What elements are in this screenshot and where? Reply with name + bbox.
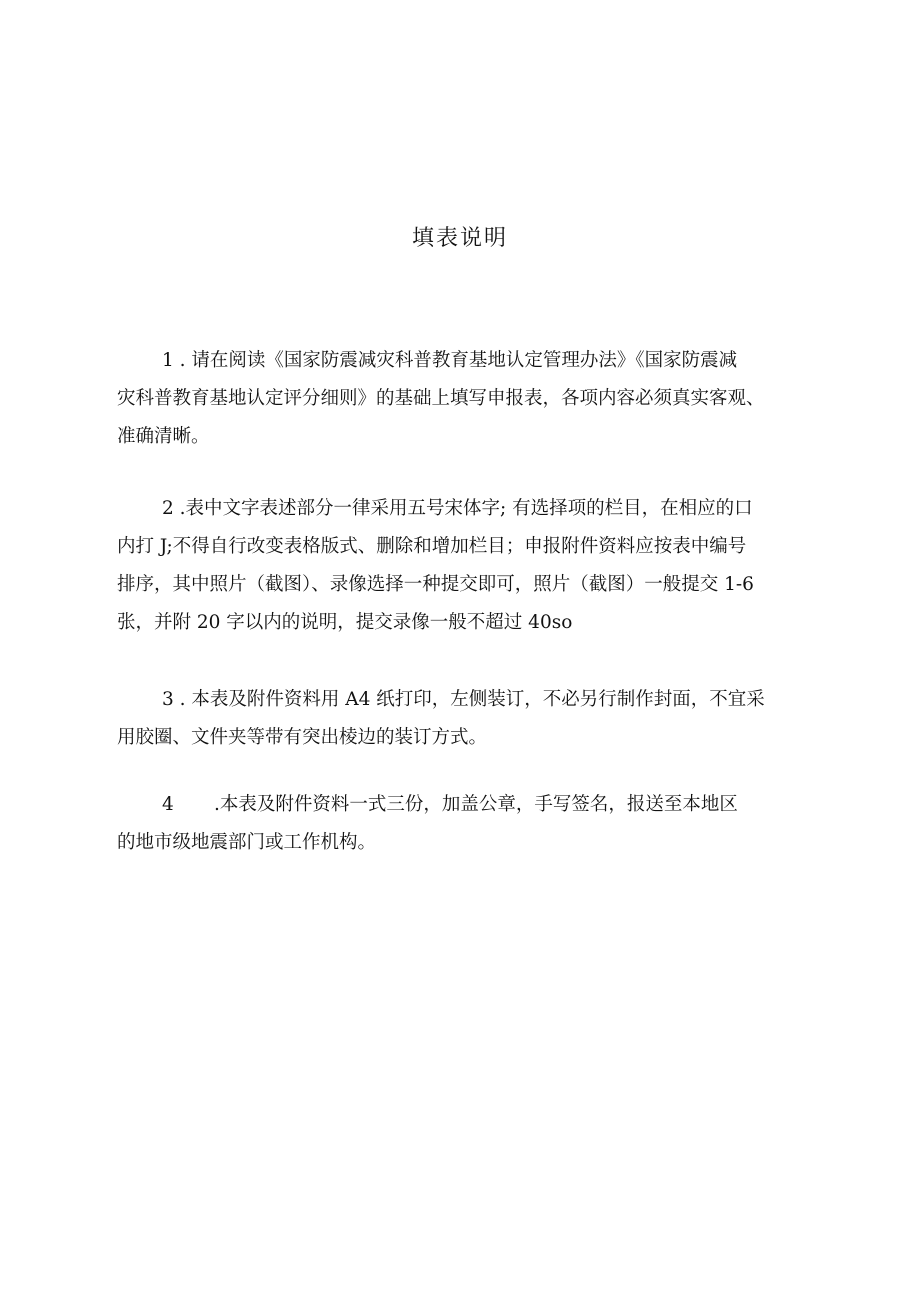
instruction-item-3 xyxy=(117,681,817,757)
instruction-line: 的地市级地震部门或工作机构。 xyxy=(117,832,377,853)
instruction-line: 张，并附 20 字以内的说明，提交录像一般不超过 40so xyxy=(117,612,573,633)
instruction-item-2 xyxy=(117,490,817,642)
instruction-item-1 xyxy=(117,342,817,456)
instruction-line: 1 . 请在阅读《国家防震减灾科普教育基地认定管理办法》《国家防震减 xyxy=(162,350,738,371)
instruction-item-4 xyxy=(117,786,817,862)
instruction-text: .本表及附件资料一式三份，加盖公章，手写签名，报送至本地区 xyxy=(214,794,738,815)
instruction-line: 灾科普教育基地认定评分细则》的基础上填写申报表，各项内容必须真实客观、 xyxy=(117,388,765,409)
instruction-line: 2 .表中文字表述部分一律采用五号宋体字; 有选择项的栏目，在相应的口 xyxy=(162,498,753,519)
instruction-line: 用胶圈、文件夹等带有突出棱边的装订方式。 xyxy=(117,727,488,748)
instruction-line-with-number xyxy=(117,786,817,824)
instruction-line: 3 . 本表及附件资料用 A4 纸打印，左侧装订，不必另行制作封面，不宜采 xyxy=(162,689,765,710)
page-title: 填表说明 xyxy=(411,226,508,251)
instruction-line: 排序，其中照片（截图）、录像选择一种提交即可，照片（截图）一般提交 1-6 xyxy=(117,574,754,595)
instruction-line: 准确清晰。 xyxy=(117,426,210,447)
instruction-line: 内打 J;不得自行改变表格版式、删除和增加栏目；申报附件资料应按表中编号 xyxy=(117,536,747,557)
item-number: 4 xyxy=(162,794,174,815)
